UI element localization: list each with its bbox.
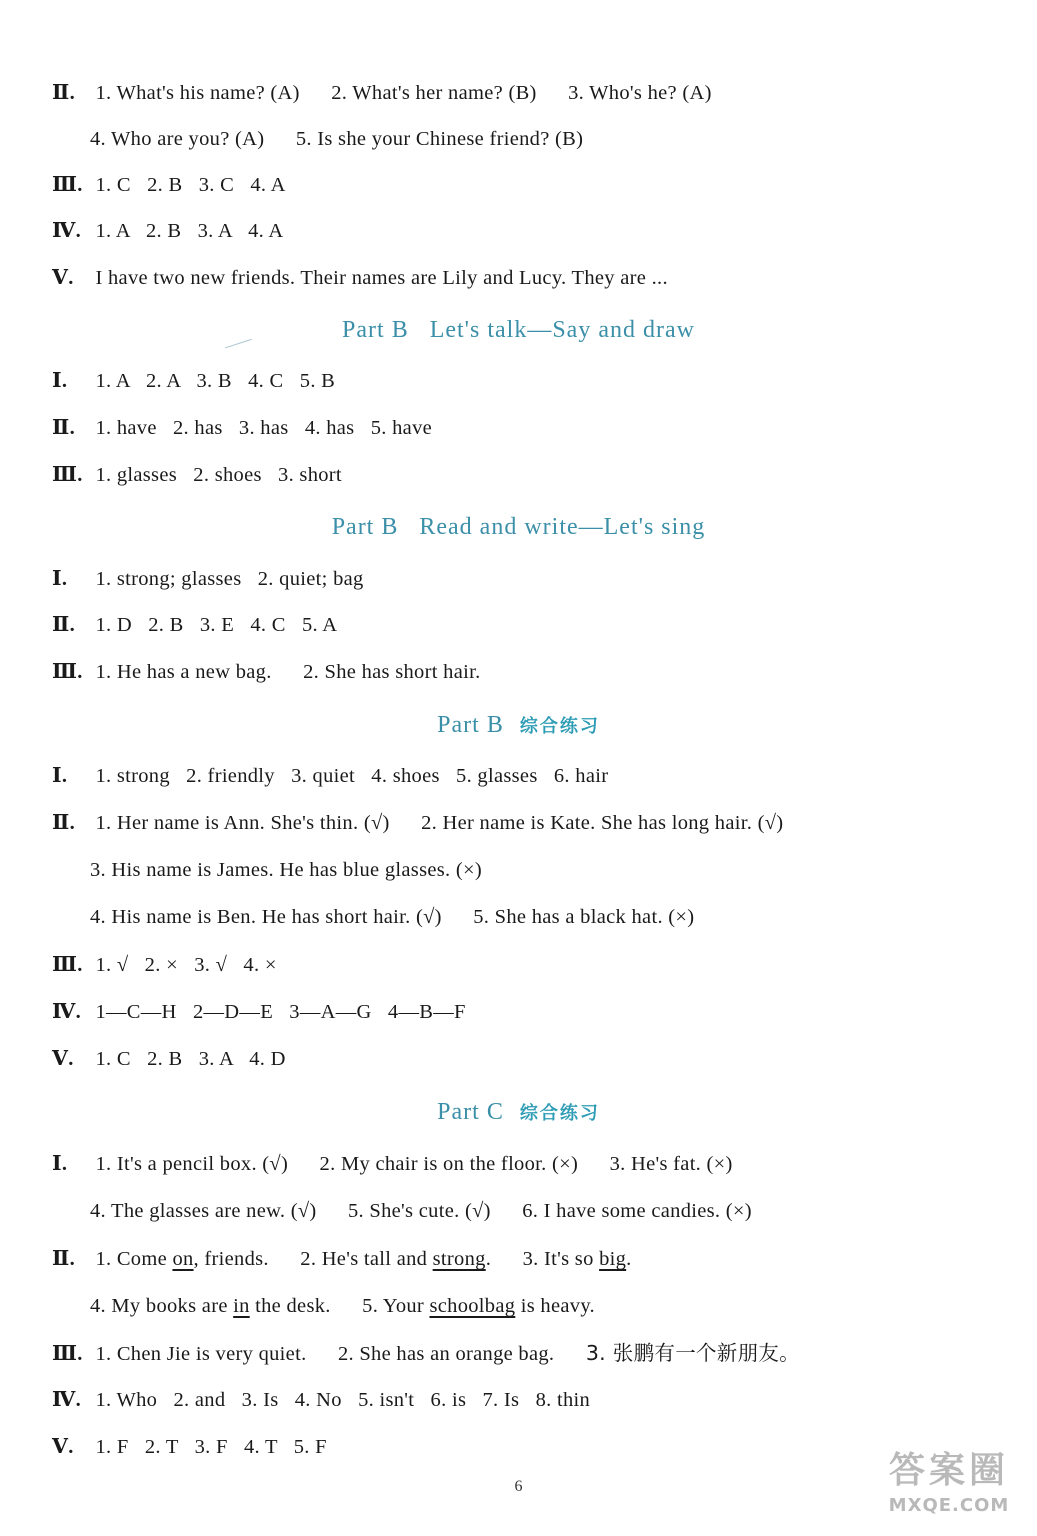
roman-numeral: Ⅴ. <box>52 267 74 289</box>
answer-item: 3. His name is James. He has blue glasses. (×) <box>90 859 483 881</box>
answer-line <box>52 1383 1007 1417</box>
section-title: Part B <box>437 712 504 738</box>
answer-text: . <box>626 1248 632 1270</box>
answer-line <box>90 1194 1007 1228</box>
answer-text: 1. C 2. B 3. A 4. D <box>95 1048 286 1070</box>
answer-line <box>52 608 1007 642</box>
answer-line <box>90 122 1007 156</box>
answer-text: 1. have 2. has 3. has 4. has 5. have <box>95 417 433 439</box>
answer-line <box>52 76 1007 110</box>
section-title: Part C <box>437 1099 504 1125</box>
underlined-word: on <box>172 1248 194 1270</box>
answer-line <box>52 1430 1007 1464</box>
roman-numeral: Ⅱ. <box>52 1248 76 1270</box>
answer-text: 5. Your <box>362 1295 430 1317</box>
answer-text: 1. A 2. A 3. B 4. C 5. B <box>95 370 336 392</box>
answer-item: 1. What's his name? (A) <box>95 82 300 104</box>
answer-line <box>52 759 1007 793</box>
answer-item: 1. He has a new bag. <box>95 661 272 683</box>
underlined-word: big <box>599 1248 627 1270</box>
answer-line <box>52 806 1007 840</box>
answer-text: 3. It's so <box>522 1248 600 1270</box>
underlined-word: schoolbag <box>429 1295 516 1317</box>
section-title: Part B Read and write—Let's sing <box>331 514 706 540</box>
answer-line <box>52 948 1007 982</box>
answer-text: , friends. <box>193 1248 269 1270</box>
answer-item: 4. Who are you? (A) <box>90 128 265 150</box>
roman-numeral: Ⅳ. <box>52 1389 81 1411</box>
answer-line <box>52 1336 1007 1370</box>
answer-text: 1. C 2. B 3. C 4. A <box>95 174 286 196</box>
roman-numeral: Ⅴ. <box>52 1048 74 1070</box>
roman-numeral: Ⅲ. <box>52 174 83 196</box>
watermark-logo <box>869 1448 1029 1530</box>
answer-line <box>52 562 1007 596</box>
roman-numeral: Ⅰ. <box>52 568 68 590</box>
answer-line <box>90 1289 1007 1323</box>
answer-item: 1. Her name is Ann. She's thin. (√) <box>95 812 390 834</box>
answer-text: 1—C—H 2—D—E 3—A—G 4—B—F <box>95 1001 466 1023</box>
roman-numeral: Ⅰ. <box>52 1153 68 1175</box>
underlined-word: strong <box>432 1248 486 1270</box>
roman-numeral: Ⅲ. <box>52 954 83 976</box>
answer-text: is heavy. <box>515 1295 595 1317</box>
roman-numeral: Ⅱ. <box>52 82 76 104</box>
answer-item: 6. I have some candies. (×) <box>522 1200 752 1222</box>
answer-item: 2. She has short hair. <box>303 661 481 683</box>
answer-item: 5. Is she your Chinese friend? (B) <box>295 128 584 150</box>
answer-text: the desk. <box>249 1295 331 1317</box>
answer-item <box>95 1248 268 1270</box>
answer-item: 4. His name is Ben. He has short hair. (√) <box>90 906 442 928</box>
section-heading <box>0 507 1037 547</box>
answer-text: 1. √ 2. × 3. √ 4. × <box>95 954 277 976</box>
answer-item <box>300 1248 491 1270</box>
answer-item: 2. Her name is Kate. She has long hair. (√) <box>421 812 784 834</box>
section-title: Part B Let's talk—Say and draw <box>342 317 695 343</box>
answer-item <box>90 1295 331 1317</box>
answer-line <box>52 458 1007 492</box>
roman-numeral: Ⅱ. <box>52 417 76 439</box>
answer-text: 1. glasses 2. shoes 3. short <box>95 464 342 486</box>
answer-line <box>90 900 1007 934</box>
answer-text: . <box>485 1248 492 1270</box>
roman-numeral: Ⅲ. <box>52 464 83 486</box>
answer-item: 1. It's a pencil box. (√) <box>95 1153 289 1175</box>
answer-item: 3. 张鹏有一个新朋友。 <box>585 1341 800 1365</box>
section-heading <box>0 1092 1037 1134</box>
answer-text: I have two new friends. Their names are Lily and Lucy. They are ... <box>95 267 668 289</box>
answer-item: 2. My chair is on the floor. (×) <box>319 1153 579 1175</box>
answer-item: 2. She has an orange bag. <box>337 1343 555 1365</box>
answer-text: 4. My books are <box>90 1295 234 1317</box>
answer-text: 1. strong 2. friendly 3. quiet 4. shoes 5. glasses 6. hair <box>95 765 609 787</box>
watermark-text-en: MXQE.COM <box>888 1495 1010 1516</box>
answer-line <box>52 1242 1007 1276</box>
roman-numeral: Ⅰ. <box>52 765 68 787</box>
answer-text: 1. Who 2. and 3. Is 4. No 5. isn't 6. is 7. Is 8. thin <box>95 1389 591 1411</box>
answer-line <box>52 411 1007 445</box>
answer-text: 1. strong; glasses 2. quiet; bag <box>95 568 364 590</box>
watermark-text-cn: 答案圈 <box>888 1450 1009 1491</box>
section-heading <box>0 310 1037 350</box>
roman-numeral: Ⅴ. <box>52 1436 74 1458</box>
roman-numeral: Ⅲ. <box>52 1343 83 1365</box>
answer-item: 3. Who's he? (A) <box>568 82 712 104</box>
answer-text: 1. A 2. B 3. A 4. A <box>95 220 284 242</box>
roman-numeral: Ⅰ. <box>52 370 68 392</box>
answer-text: 2. He's tall and <box>300 1248 433 1270</box>
section-title-cn: 综合练习 <box>519 1103 600 1124</box>
answer-text: 1. F 2. T 3. F 4. T 5. F <box>95 1436 327 1458</box>
answer-item: 3. He's fat. (×) <box>609 1153 733 1175</box>
answer-item: 2. What's her name? (B) <box>331 82 537 104</box>
page-number: 6 <box>514 1478 523 1495</box>
answer-line <box>52 261 1007 295</box>
underlined-word: in <box>233 1295 250 1317</box>
section-title-cn: 综合练习 <box>519 716 600 737</box>
roman-numeral: Ⅲ. <box>52 661 83 683</box>
answer-line <box>52 1147 1007 1181</box>
answer-text: 1. D 2. B 3. E 4. C 5. A <box>95 614 338 636</box>
roman-numeral: Ⅳ. <box>52 1001 81 1023</box>
answer-line <box>52 364 1007 398</box>
answer-item: 1. Chen Jie is very quiet. <box>95 1343 307 1365</box>
answer-line <box>52 655 1007 689</box>
answer-item <box>523 1248 632 1270</box>
roman-numeral: Ⅱ. <box>52 812 76 834</box>
answer-item <box>362 1295 595 1317</box>
answer-line <box>52 995 1007 1029</box>
answer-item: 5. She's cute. (√) <box>348 1200 491 1222</box>
answer-line <box>90 853 1007 887</box>
answer-line <box>52 168 1007 202</box>
answer-item: 4. The glasses are new. (√) <box>90 1200 317 1222</box>
section-heading <box>0 705 1037 747</box>
roman-numeral: Ⅱ. <box>52 614 76 636</box>
roman-numeral: Ⅳ. <box>52 220 81 242</box>
answer-line <box>52 214 1007 248</box>
answer-item: 5. She has a black hat. (×) <box>473 906 695 928</box>
answer-text: 1. Come <box>95 1248 173 1270</box>
answer-line <box>52 1042 1007 1076</box>
